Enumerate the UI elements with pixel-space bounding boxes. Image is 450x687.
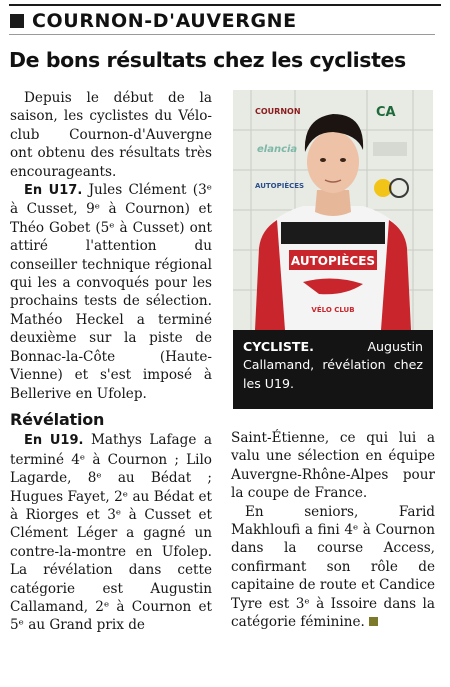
wall-logo-3: elancia [257,144,298,155]
article-headline: De bons résultats chez les cyclistes [9,48,406,72]
column-left [10,89,212,635]
wall-logo-1: COURNON [255,107,301,116]
subhead-revelation: Révélation [10,409,105,429]
photo-caption [233,330,433,409]
wall-logo-4: AUTOPIÈCES [255,182,305,190]
intro-paragraph: Depuis le début de la saison, les cyclistes du Vélo-club Cournon-d'Auvergne ont obtenu des résultats très encourageants. [10,90,212,180]
section-header [9,8,435,35]
jersey-club: VÉLO CLUB [311,306,355,314]
continuation-paragraph: Saint-Étienne, ce qui lui a valu une sélection en équipe Auvergne-Rhône-Alpes pour la coupe de France. [231,430,435,502]
seniors-paragraph [231,503,435,632]
u19-lead: En U19. [24,433,84,449]
caption-body: Augustin Callamand, révélation chez les U19. [243,339,423,391]
u17-paragraph [10,181,212,403]
u19-text: Mathys Lafage a terminé 4ᵉ à Cournon ; Lilo Lagarde, 8ᵉ au Bédat ; Hugues Fayet, 2ᵉ au Bédat et à Riorges et 3ᵉ à Cusset et Clément Léger a gagné un contre-la-montre en Ufolep. La révélation dans cette catégorie est Augustin Callamand, 2ᵉ à Cournon et 5ᵉ au Grand prix de [10,432,212,634]
u17-lead: En U17. [24,183,83,199]
jersey-sponsor: AUTOPIÈCES [290,254,376,268]
top-rule [9,4,441,6]
section-square-icon [10,14,24,28]
section-title: COURNON-D'AUVERGNE [32,10,297,32]
seniors-text: En seniors, Farid Makhloufi a fini 4ᵉ à Cournon dans la course Access, confirmant son rôle de capitaine de route et Candice Tyre est 3ᵉ à Issoire dans la catégorie féminine. [231,503,435,631]
u19-paragraph [10,431,212,634]
u17-text: Jules Clément (3ᵉ à Cusset, 9ᵉ à Cournon) et Théo Gobet (5ᵉ à Cusset) ont attiré l'attention du conseiller technique régional qui les a convoqués pour les prochains tests de sélection. Mathéo Heckel a terminé deuxième sur la piste de Bonnac-la-Côte (Haute-Vienne) et s'est imposé à Bellerive en Ufolep. [10,182,213,402]
cyclist-photo [233,90,433,330]
caption-label: CYCLISTE. [243,339,314,354]
wall-logo-2: CA [376,105,396,120]
cyclist-photo-illustration [233,90,433,330]
caption-text-block [233,330,433,393]
end-of-article-icon [369,617,378,626]
column-right [231,429,435,631]
